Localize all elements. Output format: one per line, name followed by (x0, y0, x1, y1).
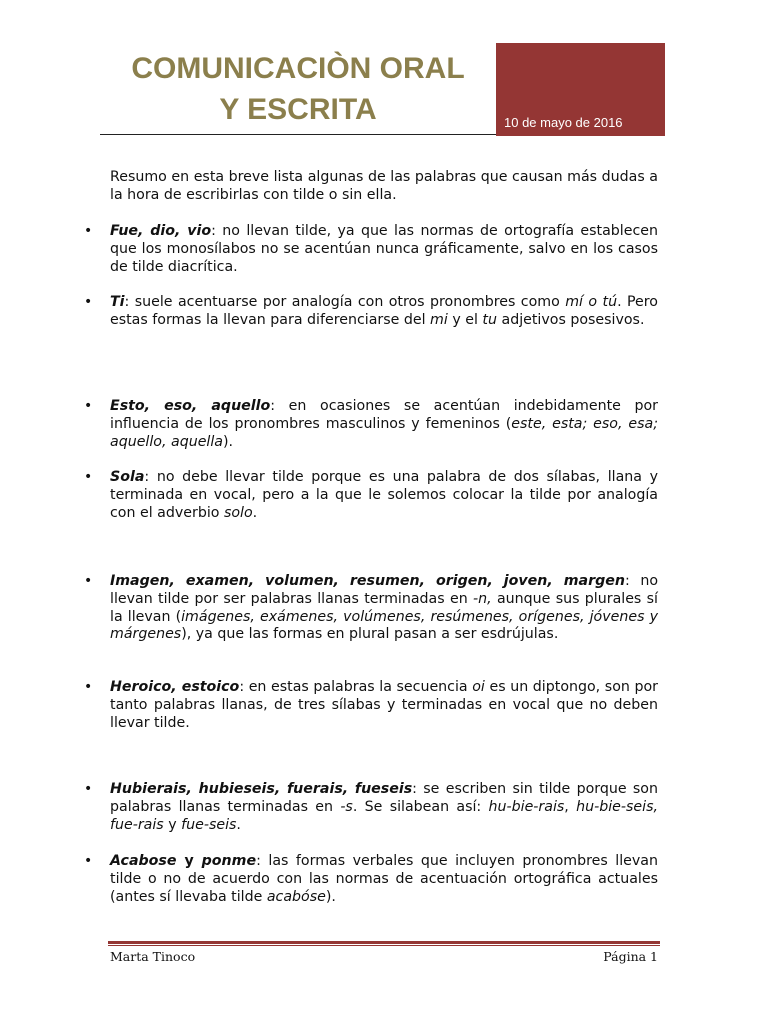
item-italic: fue-seis (181, 816, 237, 833)
item-italic: -n, (473, 590, 492, 607)
item-italic: acabóse (266, 888, 326, 905)
item-italic: hu-bie-rais (488, 798, 565, 815)
date-box (496, 43, 665, 136)
list-item (110, 223, 658, 276)
item-italic: mi (430, 311, 448, 328)
item-italic: imágenes, exámenes, volúmenes, resúmenes, orígenes, jóvenes y márgenes (110, 608, 658, 643)
item-text: : en ocasiones se acentúan indebidamente por influencia de los pronombres masculinos y femeninos ( (110, 398, 659, 432)
list-item (110, 398, 658, 451)
list-item (110, 853, 658, 906)
item-text: y (163, 816, 182, 833)
bullet-7: • (84, 781, 93, 797)
item-text: . Pero estas formas la llevan para diferenciarse del (110, 294, 658, 328)
item-italic: -s (340, 798, 353, 815)
title-line-1: COMUNICACIÒN ORAL (131, 52, 465, 85)
list-item (110, 573, 658, 644)
item-text: : no llevan tilde por ser palabras llanas terminadas en (110, 573, 658, 607)
list-item (110, 781, 658, 834)
item-text: ), ya que las formas en plural pasan a ser esdrújulas. (181, 626, 559, 643)
item-text: ). (325, 888, 336, 905)
bullet-8: • (84, 853, 93, 869)
item-text: aunque sus plurales sí la llevan ( (110, 590, 658, 625)
item-text: es un diptongo, son por tanto palabras llanas, de tres sílabas y terminadas en vocal que no deben llevar tilde. (110, 679, 658, 731)
item-text: : se escriben sin tilde porque son palabras llanas terminadas en (110, 781, 658, 815)
bullet-1: • (84, 223, 93, 239)
item-text: : en estas palabras la secuencia (239, 679, 473, 695)
item-italic: solo (223, 504, 253, 521)
bullet-2: • (84, 294, 93, 310)
header-date: 10 de mayo de 2016 (504, 115, 623, 130)
title-line-2: Y ESCRITA (219, 93, 377, 126)
item-italic: oi (472, 679, 485, 695)
item-term: Esto, eso, aquello (110, 398, 271, 414)
item-term: Heroico, estoico (110, 679, 240, 695)
header-divider (100, 134, 496, 135)
item-italic: tu (482, 311, 497, 328)
item-italic: hu-bie-seis, fue-rais (110, 798, 658, 833)
footer-page-number: Página 1 (603, 949, 658, 964)
item-text: : no debe llevar tilde porque es una palabra de dos sílabas, llana y terminada en vocal, pero a la que le solemos colocar la tilde por analogía con el adverbio (110, 469, 658, 521)
item-italic: mí o tú (565, 294, 618, 310)
item-text: : las formas verbales que incluyen pronombres llevan tilde o no de acuerdo con las normas de acentuación ortográfica actuales (antes sí llevaba tilde (110, 853, 658, 905)
item-italic: este, esta; eso, esa; aquello, aquella (110, 415, 658, 450)
item-connector: y (176, 853, 202, 869)
item-text: ). (223, 433, 234, 450)
bullet-4: • (84, 469, 93, 485)
item-text: : no llevan tilde, ya que las normas de ortografía establecen que los monosílabos no se acentúan nunca gráficamente, salvo en los casos de tilde diacrítica. (110, 223, 658, 275)
item-text: adjetivos posesivos. (496, 311, 645, 328)
item-term: Imagen, examen, volumen, resumen, origen, joven, margen (110, 573, 625, 589)
list-item (110, 294, 658, 330)
list-item (110, 469, 658, 522)
item-term: Hubierais, hubieseis, fuerais, fueseis (110, 781, 413, 797)
item-text: , (564, 798, 577, 815)
footer-author: Marta Tinoco (110, 949, 196, 964)
footer-divider (108, 941, 660, 944)
item-term: Fue, dio, vio (110, 223, 212, 239)
item-text: y el (447, 311, 483, 328)
bullet-3: • (84, 398, 93, 414)
item-term: Acabose (110, 853, 177, 869)
bullet-5: • (84, 573, 93, 589)
document-title (100, 48, 496, 130)
item-term: Sola (110, 469, 145, 485)
item-text: . (236, 816, 241, 833)
item-term: ponme (201, 853, 257, 869)
bullet-6: • (84, 679, 93, 695)
footer-divider-thin (108, 945, 660, 946)
item-text: . (252, 504, 258, 521)
item-text: . Se silabean así: (352, 798, 489, 815)
item-term: Ti (110, 294, 125, 310)
list-item (110, 679, 658, 732)
intro-paragraph: Resumo en esta breve lista algunas de las palabras que causan más dudas a la hora de escribirlas con tilde o sin ella. (110, 169, 658, 203)
item-text: : suele acentuarse por analogía con otros pronombres como (124, 294, 566, 310)
